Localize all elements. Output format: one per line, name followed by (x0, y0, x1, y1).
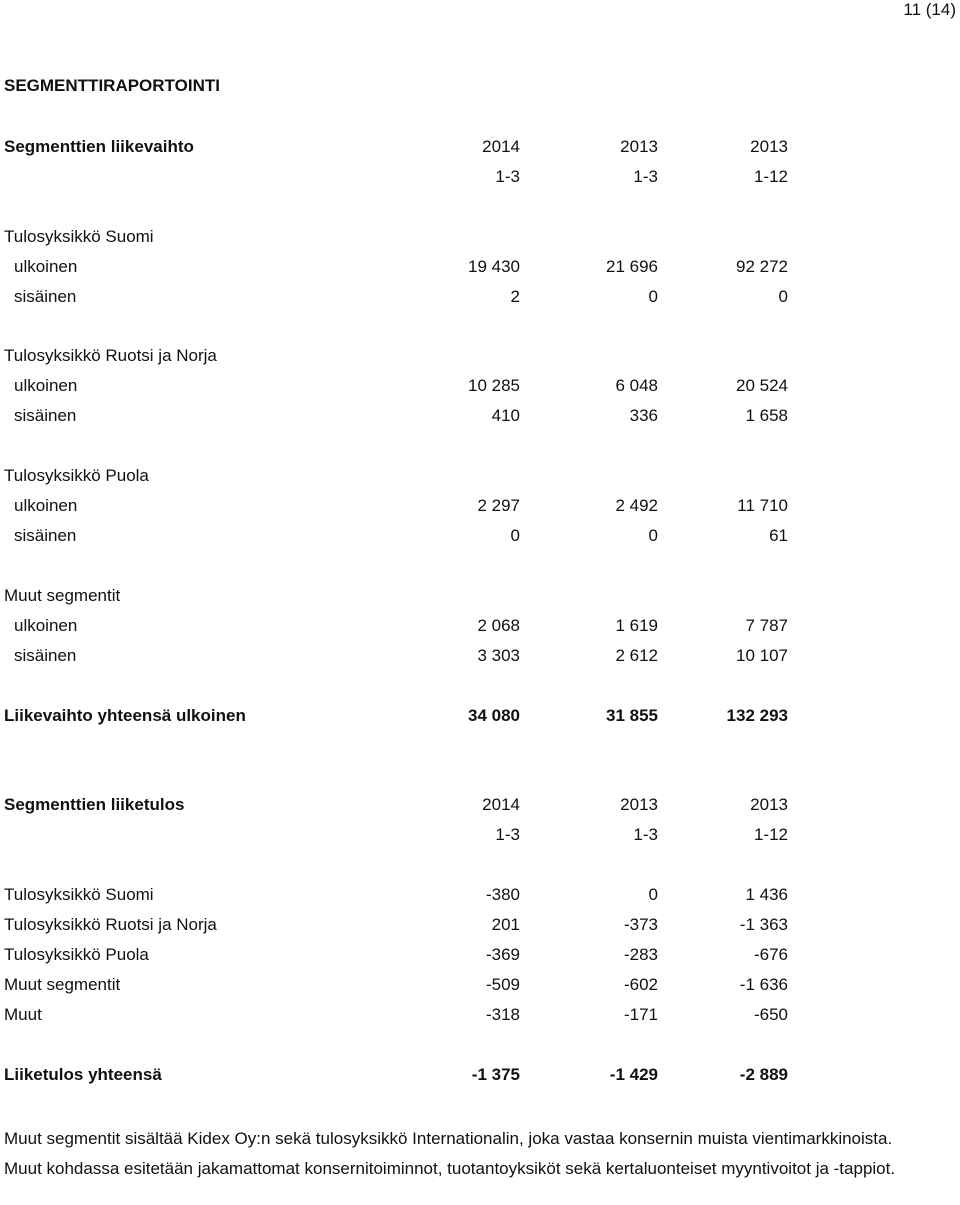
cell-value: -318 (485, 1005, 520, 1024)
cell-value: 1 658 (745, 406, 788, 425)
revenue-col-period: 1-3 (633, 167, 658, 186)
cell-value: 1 436 (745, 885, 788, 904)
cell-value: 0 (648, 526, 658, 545)
cell-value: 0 (778, 287, 788, 306)
row-label: ulkoinen (14, 257, 78, 276)
cell-value: 3 303 (477, 646, 520, 665)
revenue-heading: Segmenttien liikevaihto (4, 137, 194, 156)
row-label: sisäinen (14, 406, 77, 425)
cell-value: 10 107 (736, 646, 788, 665)
cell-value: -1 636 (739, 975, 788, 994)
revenue-col-period: 1-3 (495, 167, 520, 186)
cell-value: -676 (753, 945, 788, 964)
row-label: Tulosyksikkö Puola (4, 945, 149, 964)
page-number: 11 (14) (903, 0, 956, 19)
cell-value: 10 285 (468, 376, 520, 395)
footnote: Muut segmentit sisältää Kidex Oy:n sekä tulosyksikkö Internationalin, joka vastaa konsernin muista vientimarkkinoista. Muut kohdassa esitetään jakamattomat konsernitoiminnot, tuotantoyksiköt sekä kertaluonteiset myyntivoitot ja -tappiot. (4, 1129, 896, 1178)
cell-value: 7 787 (745, 616, 788, 635)
cell-value: 2 492 (615, 496, 658, 515)
cell-value: 61 (769, 526, 788, 545)
segment-group-name: Tulosyksikkö Puola (4, 466, 149, 485)
revenue-col-year: 2013 (750, 137, 788, 156)
row-label: Muut segmentit (4, 975, 121, 994)
result-total-value: -2 889 (739, 1065, 788, 1084)
cell-value: 20 524 (736, 376, 788, 395)
revenue-col-period: 1-12 (753, 167, 788, 186)
page-title: SEGMENTTIRAPORTOINTI (4, 76, 220, 95)
cell-value: -171 (623, 1005, 658, 1024)
row-label: sisäinen (14, 287, 77, 306)
cell-value: 2 612 (615, 646, 658, 665)
segment-group-name: Tulosyksikkö Ruotsi ja Norja (4, 346, 217, 365)
cell-value: 0 (648, 287, 658, 306)
revenue-total-value: 132 293 (726, 706, 788, 725)
row-label: sisäinen (14, 526, 77, 545)
cell-value: -373 (623, 915, 658, 934)
cell-value: -1 363 (739, 915, 788, 934)
cell-value: -509 (485, 975, 520, 994)
result-col-period: 1-12 (753, 825, 788, 844)
result-col-year: 2013 (750, 795, 788, 814)
cell-value: -650 (753, 1005, 788, 1024)
row-label: ulkoinen (14, 376, 78, 395)
revenue-col-year: 2013 (620, 137, 658, 156)
cell-value: 92 272 (736, 257, 788, 276)
cell-value: 2 297 (477, 496, 520, 515)
cell-value: 201 (491, 915, 520, 934)
cell-value: 0 (648, 885, 658, 904)
segment-group-name: Muut segmentit (4, 586, 121, 605)
row-label: ulkoinen (14, 616, 78, 635)
revenue-total-value: 34 080 (468, 706, 520, 725)
result-col-period: 1-3 (633, 825, 658, 844)
result-total-label: Liiketulos yhteensä (4, 1065, 162, 1084)
cell-value: -602 (623, 975, 658, 994)
operating-result-heading: Segmenttien liiketulos (4, 795, 185, 814)
cell-value: -283 (623, 945, 658, 964)
revenue-col-year: 2014 (482, 137, 520, 156)
cell-value: -369 (485, 945, 520, 964)
cell-value: 2 068 (477, 616, 520, 635)
cell-value: 2 (510, 287, 520, 306)
cell-value: 410 (491, 406, 520, 425)
result-total-value: -1 429 (609, 1065, 658, 1084)
cell-value: 21 696 (606, 257, 658, 276)
cell-value: 19 430 (468, 257, 520, 276)
cell-value: -380 (485, 885, 520, 904)
cell-value: 6 048 (615, 376, 658, 395)
segment-group-name: Tulosyksikkö Suomi (4, 227, 154, 246)
result-col-period: 1-3 (495, 825, 520, 844)
result-col-year: 2013 (620, 795, 658, 814)
row-label: Tulosyksikkö Ruotsi ja Norja (4, 915, 217, 934)
cell-value: 1 619 (615, 616, 658, 635)
row-label: ulkoinen (14, 496, 78, 515)
cell-value: 0 (510, 526, 520, 545)
result-total-value: -1 375 (471, 1065, 520, 1084)
row-label: Tulosyksikkö Suomi (4, 885, 154, 904)
revenue-total-value: 31 855 (606, 706, 658, 725)
row-label: Muut (4, 1005, 42, 1024)
row-label: sisäinen (14, 646, 77, 665)
cell-value: 11 710 (737, 496, 788, 515)
revenue-total-label: Liikevaihto yhteensä ulkoinen (4, 706, 246, 725)
result-col-year: 2014 (482, 795, 520, 814)
cell-value: 336 (629, 406, 658, 425)
